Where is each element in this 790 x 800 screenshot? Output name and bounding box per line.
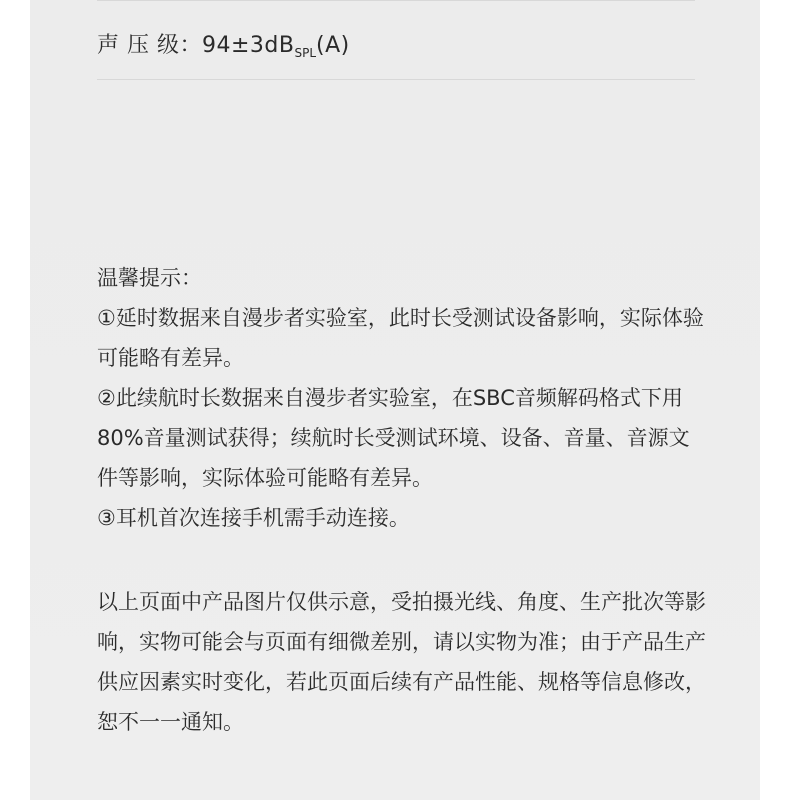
disclaimer-text: 以上页面中产品图片仅供示意，受拍摄光线、角度、生产批次等影响，实物可能会与页面有细微差别，请以实物为准；由于产品生产供应因素实时变化，若此页面后续有产品性能、规格等信息修改，恕不一一通知。 [97, 590, 706, 734]
tip-item-1: ①延时数据来自漫步者实验室，此时长受测试设备影响，实际体验可能略有差异。 [97, 306, 704, 370]
spec-label: 声 压 级： [97, 33, 202, 58]
spec-sound-pressure-level [97, 30, 350, 69]
spec-suffix: (A) [316, 33, 350, 58]
top-divider [97, 0, 695, 1]
tips-heading: 温馨提示： [97, 266, 202, 290]
tip-item-2: ②此续航时长数据来自漫步者实验室，在SBC音频解码格式下用80%音量测试获得；续航时长受测试环境、设备、音量、音源文件等影响，实际体验可能略有差异。 [97, 386, 690, 490]
tip-item-3: ③耳机首次连接手机需手动连接。 [97, 506, 410, 530]
spec-divider [97, 79, 695, 80]
spec-value: 94±3dB [202, 33, 295, 58]
spec-unit-subscript: SPL [294, 46, 317, 60]
tips-section [97, 258, 707, 538]
